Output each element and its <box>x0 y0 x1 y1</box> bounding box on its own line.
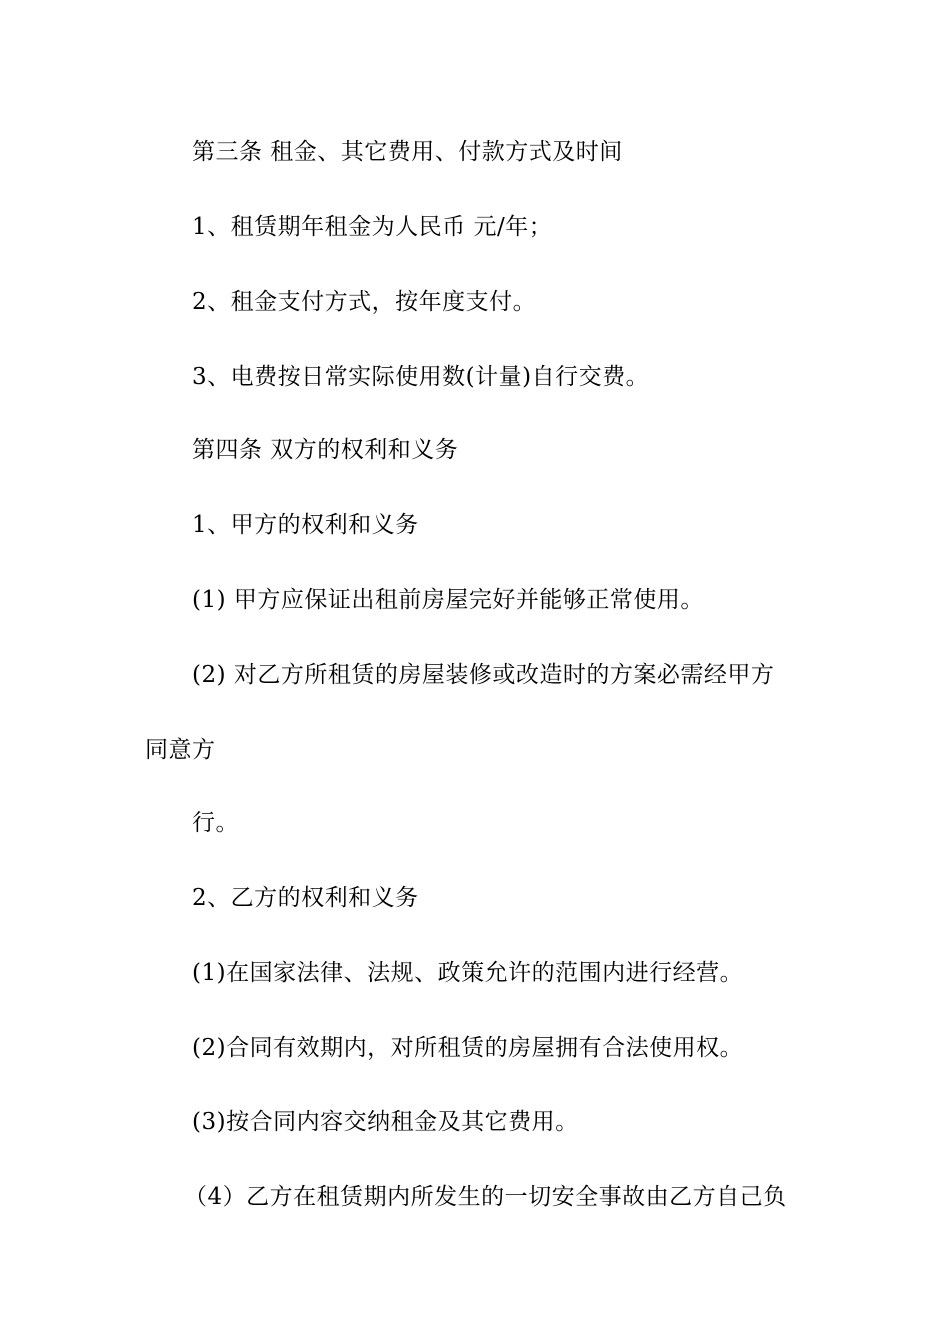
clause-3-2: 2、租金支付方式，按年度支付。 <box>192 289 537 315</box>
clause-4-1-item-1: (1) 甲方应保证出租前房屋完好并能够正常使用。 <box>192 587 704 613</box>
clause-4-2-heading: 2、乙方的权利和义务 <box>192 885 419 911</box>
article-3-heading: 第三条 租金、其它费用、付款方式及时间 <box>192 139 623 165</box>
clause-4-2-item-3: (3)按合同内容交纳租金及其它费用。 <box>192 1109 579 1135</box>
clause-4-2-item-2: (2)合同有效期内，对所租赁的房屋拥有合法使用权。 <box>192 1035 744 1061</box>
clause-4-1-heading: 1、甲方的权利和义务 <box>192 512 419 538</box>
article-4-heading: 第四条 双方的权利和义务 <box>192 437 459 463</box>
clause-4-1-item-2: (2) 对乙方所租赁的房屋装修或改造时的方案必需经甲方 <box>192 662 775 688</box>
clause-4-1-item-2-continued: 同意方 <box>145 737 216 763</box>
clause-3-3: 3、电费按日常实际使用数(计量)自行交费。 <box>192 364 650 390</box>
clause-4-2-item-4: （4）乙方在租赁期内所发生的一切安全事故由乙方自己负 <box>184 1184 787 1210</box>
clause-4-1-item-2-end: 行。 <box>192 810 239 836</box>
clause-3-1: 1、租赁期年租金为人民币 元/年； <box>192 214 553 240</box>
clause-4-2-item-1: (1)在国家法律、法规、政策允许的范围内进行经营。 <box>192 960 744 986</box>
